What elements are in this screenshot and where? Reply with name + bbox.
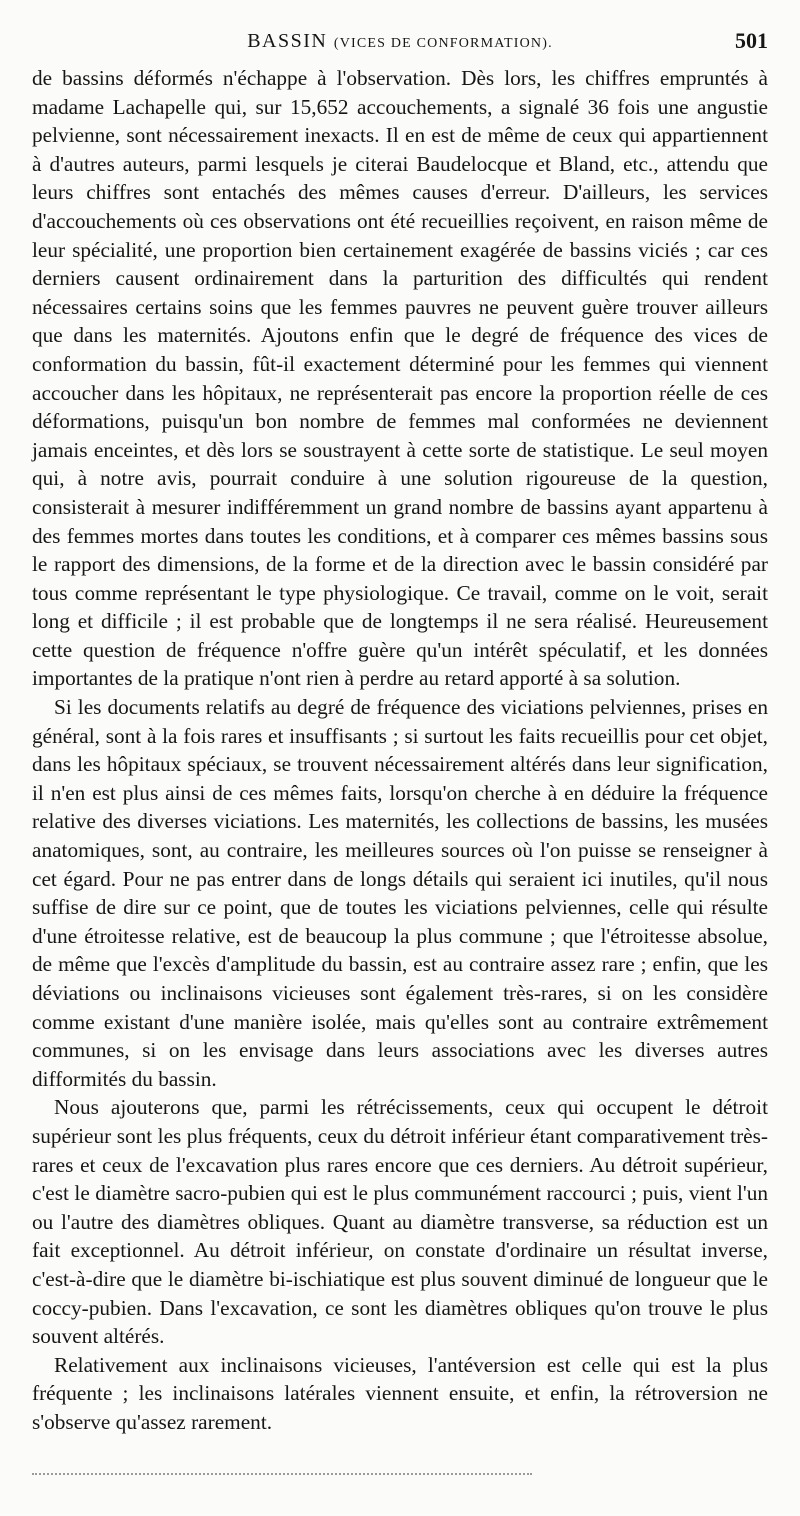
- paragraph-4: Relativement aux inclinaisons vicieuses, l'antéversion est celle qui est la plus fréquente ; les inclinaisons latérales viennent ensuite, et enfin, la rétroversion ne s'observe qu'assez rarement.: [32, 1352, 768, 1434]
- paragraph-2: Si les documents relatifs au degré de fréquence des viciations pelviennes, prises en général, sont à la fois rares et insuffisants ; si surtout les faits recueillis pour cet objet, dans les hôpitaux spéciaux, se trouvent nécessairement altérés dans leur signification, il n'en est plus ainsi de ces mêmes faits, lorsqu'on cherche à en déduire la fréquence relative des diverses viciations. Les maternités, les collections de bassins, les musées anatomiques, sont, au contraire, les meilleures sources où l'on puisse se renseigner à cet égard. Pour ne pas entrer dans de longs détails qui seraient ici inutiles, qu'il nous suffise de dire sur ce point, que de toutes les viciations pelviennes, celle qui résulte d'une étroitesse relative, est de beaucoup la plus commune ; que l'étroitesse absolue, de même que l'excès d'amplitude du bassin, est au contraire assez rare ; enfin, que les déviations ou inclinaisons vicieuses sont également très-rares, si on les considère comme existant d'une manière isolée, mais qu'elles sont au contraire extrêmement communes, si on les envisage dans leurs associations avec les diverses autres difformités du bassin.: [32, 695, 768, 1091]
- running-head-subtitle: (VICES DE CONFORMATION).: [333, 36, 553, 51]
- footer-dotted-rule: [32, 1473, 532, 1475]
- book-page: [32, 24, 768, 1437]
- running-head-main: BASSIN: [247, 30, 328, 52]
- paragraph-1: de bassins déformés n'échappe à l'observation. Dès lors, les chiffres empruntés à madame Lachapelle qui, sur 15,652 accouchements, a signalé 36 fois une angustie pelvienne, sont nécessairement inexacts. Il en est de même de ceux qui appartiennent à d'autres auteurs, parmi lesquels je citerai Baudelocque et Bland, etc., attendu que leurs chiffres sont entachés des mêmes causes d'erreur. D'ailleurs, les services d'accouchements où ces observations ont été recueillies reçoivent, en raison même de leur spécialité, une proportion bien certainement exagérée de bassins viciés ; car ces derniers causent ordinairement dans la parturition des difficultés qui rendent nécessaires certains soins que les femmes pauvres ne peuvent guère trouver ailleurs que dans les maternités. Ajoutons enfin que le degré de fréquence des vices de conformation du bassin, fût-il exactement déterminé pour les femmes qui viennent accoucher dans les hôpitaux, ne représenterait pas encore la proportion réelle de ces déformations, puisqu'un bon nombre de femmes mal conformées ne deviennent jamais enceintes, et dès lors se soustrayent à cette sorte de statistique. Le seul moyen qui, à notre avis, pourrait conduire à une solution rigoureuse de la question, consisterait à mesurer indifféremment un grand nombre de bassins ayant appartenu à des femmes mortes dans toutes les conditions, et à comparer ces mêmes bassins sous le rapport des dimensions, de la forme et de la direction avec le bassin considéré par tous comme représentant le type physiologique. Ce travail, comme on le voit, serait long et difficile ; il est probable que de longtemps il ne sera réalisé. Heureusement cette question de fréquence n'offre guère qu'un intérêt spéculatif, et les données importantes de la pratique n'ont rien à perdre au retard apporté à sa solution.: [32, 66, 768, 691]
- body-text: [32, 64, 768, 1437]
- paragraph-3: Nous ajouterons que, parmi les rétrécissements, ceux qui occupent le détroit supérieur sont les plus fréquents, ceux du détroit inférieur étant comparativement très-rares et ceux de l'excavation plus rares encore que ces derniers. Au détroit supérieur, c'est le diamètre sacro-pubien qui est le plus communément raccourci ; puis, vient l'un ou l'autre des diamètres obliques. Quant au diamètre transverse, sa réduction est un fait exceptionnel. Au détroit inférieur, on constate d'ordinaire un résultat inverse, c'est-à-dire que le diamètre bi-ischiatique est plus souvent diminué de longueur que le coccy-pubien. Dans l'excavation, ce sont les diamètres obliques qu'on trouve le plus souvent altérés.: [32, 1095, 768, 1349]
- running-head: [32, 24, 768, 60]
- page-number: 501: [735, 28, 768, 53]
- running-head-title: [32, 30, 768, 53]
